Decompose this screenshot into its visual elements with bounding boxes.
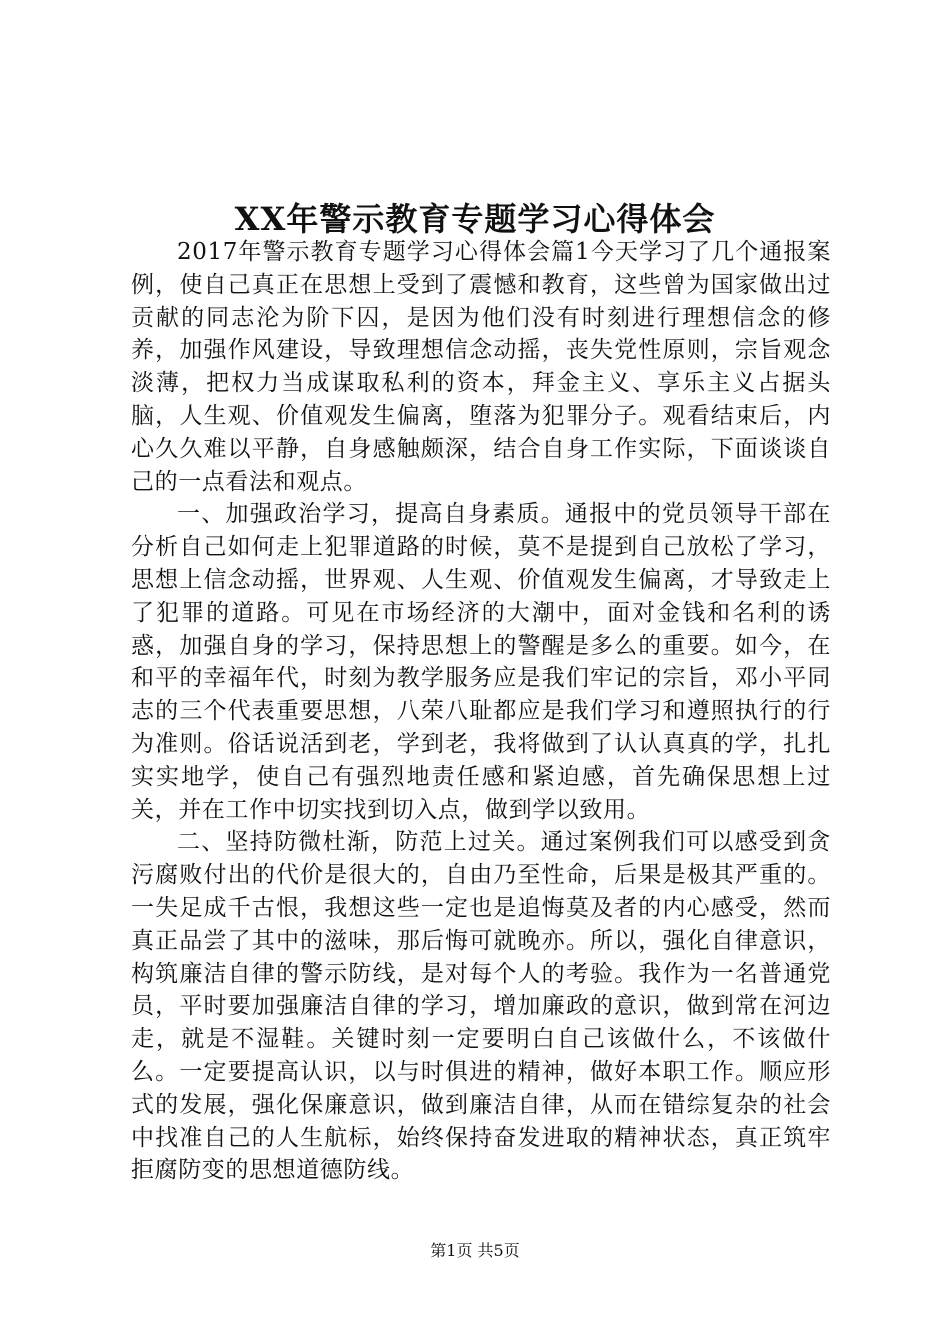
page-number-footer: 第1页 共5页 [430,1241,520,1260]
document-title: XX年警示教育专题学习心得体会 [234,200,716,239]
paragraph-intro: 2017年警示教育专题学习心得体会篇1今天学习了几个通报案例，使自己真正在思想上受到了震憾和教育，这些曾为国家做出过贡献的同志沦为阶下囚，是因为他们没有时刻进行理想信念的修养，加强作风建设，导致理想信念动摇，丧失党性原则，宗旨观念淡薄，把权力当成谋取私利的资本，拜金主义、享乐主义占据头脑，人生观、价值观发生偏离，堕落为犯罪分子。观看结束后，内心久久难以平静，自身感触颇深，结合自身工作实际，下面谈谈自己的一点看法和观点。 [131,239,831,495]
document-body [131,236,831,1187]
paragraph-political-study: 一、加强政治学习，提高自身素质。通报中的党员领导干部在分析自己如何走上犯罪道路的时候，莫不是提到自己放松了学习，思想上信念动摇，世界观、人生观、价值观发生偏离，才导致走上了犯罪的道路。可见在市场经济的大潮中，面对金钱和名利的诱惑，加强自身的学习，保持思想上的警醒是多么的重要。如今，在和平的幸福年代，时刻为教学服务应是我们牢记的宗旨，邓小平同志的三个代表重要思想，八荣八耻都应是我们学习和遵照执行的行为准则。俗话说活到老，学到老，我将做到了认认真真的学，扎扎实实地学，使自己有强烈地责任感和紧迫感，首先确保思想上过关，并在工作中切实找到切入点，做到学以致用。 [131,501,831,823]
paragraph-prevention: 二、坚持防微杜渐，防范上过关。通过案例我们可以感受到贪污腐败付出的代价是很大的，自由乃至性命，后果是极其严重的。一失足成千古恨，我想这些一定也是追悔莫及者的内心感受，然而真正品尝了其中的滋味，那后悔可就晚亦。所以，强化自律意识，构筑廉洁自律的警示防线，是对每个人的考验。我作为一名普通党员，平时要加强廉洁自律的学习，增加廉政的意识，做到常在河边走，就是不湿鞋。关键时刻一定要明白自己该做什么，不该做什么。一定要提高认识，以与时俱进的精神，做好本职工作。顺应形式的发展，强化保廉意识，做到廉洁自律，从而在错综复杂的社会中找准自己的人生航标，始终保持奋发进取的精神状态，真正筑牢拒腐防变的思想道德防线。 [131,829,831,1184]
